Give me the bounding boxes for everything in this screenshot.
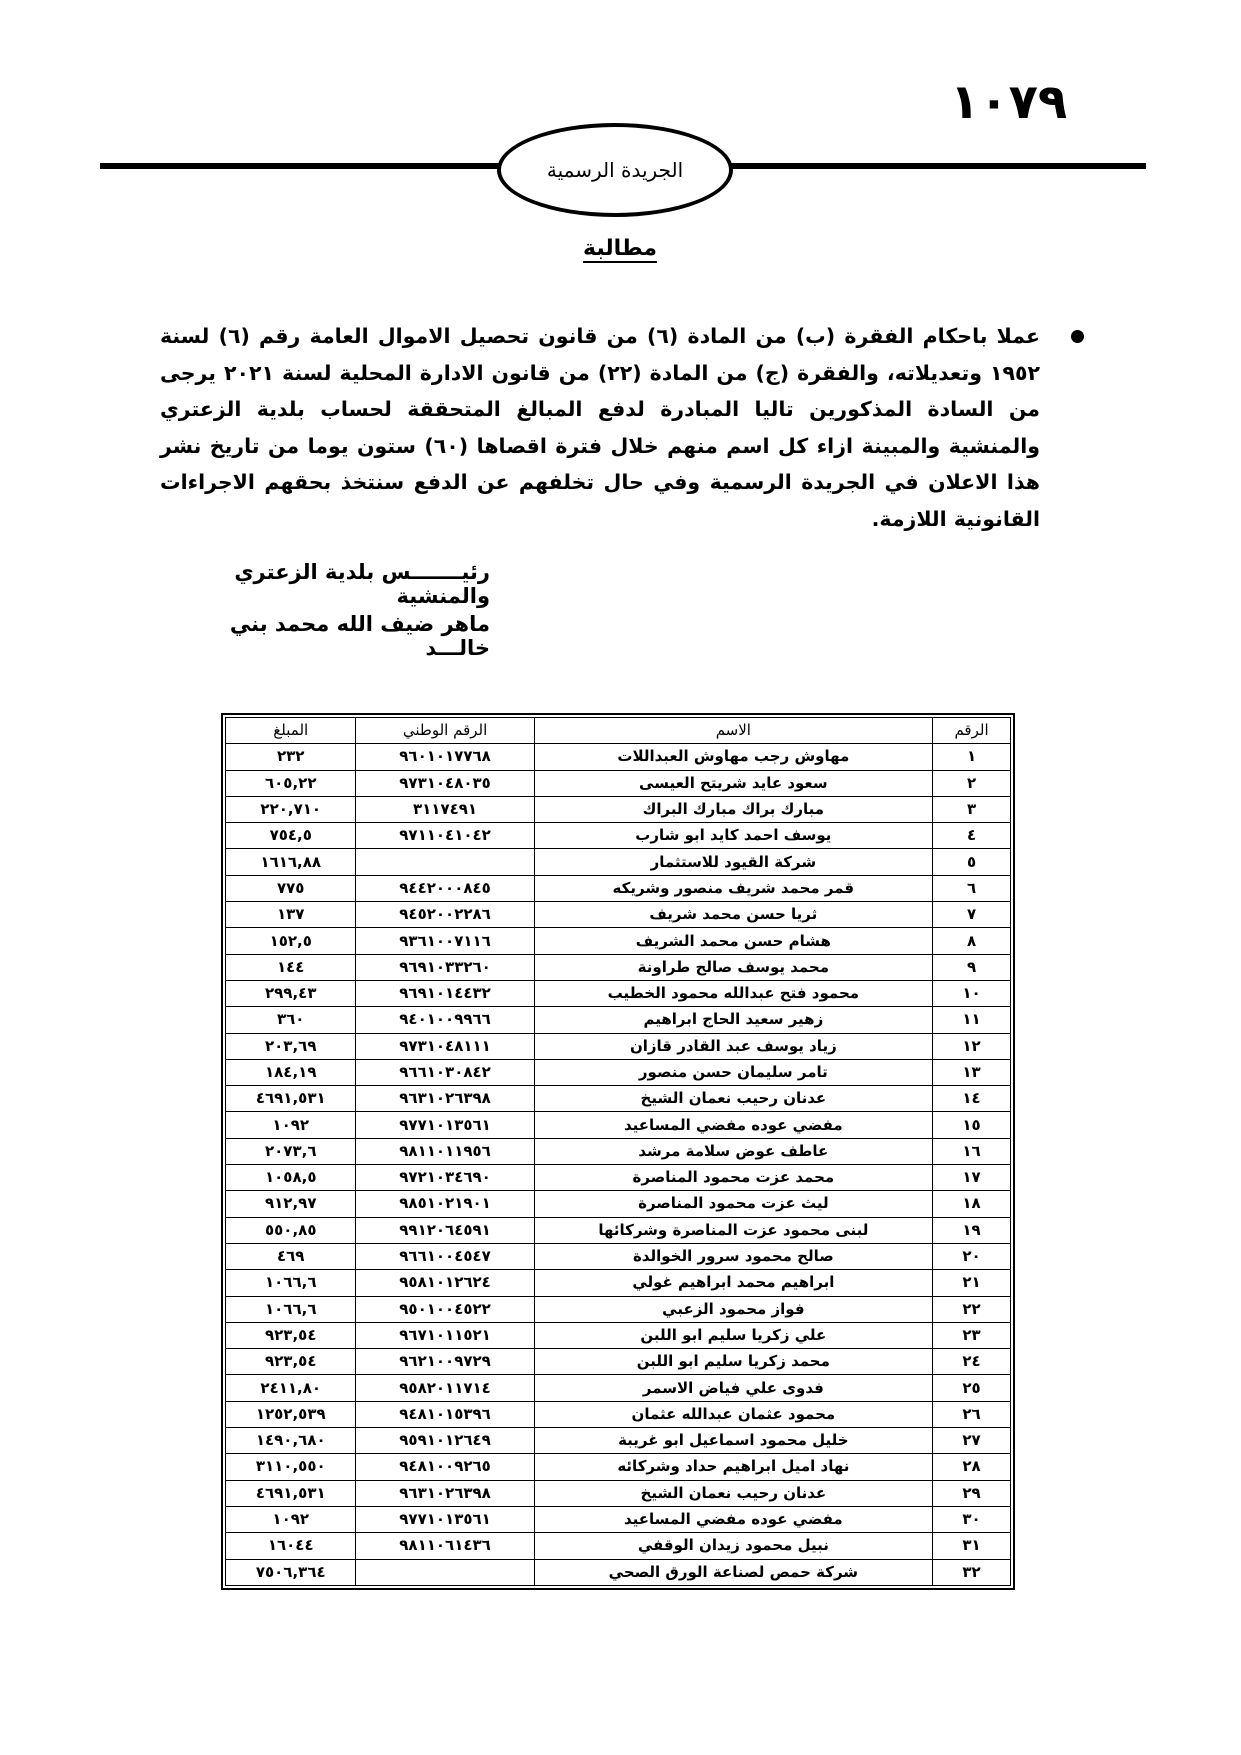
cell-no: ١٧ xyxy=(933,1165,1011,1191)
cell-no: ٢٢ xyxy=(933,1296,1011,1322)
table-row xyxy=(226,1165,1011,1191)
cell-name: عدنان رحيب نعمان الشيخ xyxy=(534,1480,932,1506)
cell-name: محمود عثمان عبدالله عثمان xyxy=(534,1401,932,1427)
table-row xyxy=(226,1559,1011,1585)
gazette-name: الجريدة الرسمية xyxy=(546,158,684,182)
cell-name: زهير سعيد الحاج ابراهيم xyxy=(534,1007,932,1033)
cell-no: ١٥ xyxy=(933,1112,1011,1138)
cell-amount: ١٠٦٦,٦ xyxy=(226,1296,356,1322)
cell-amount: ٧٥٤,٥ xyxy=(226,823,356,849)
cell-national-id: ٩٨١١٠١١٩٥٦ xyxy=(356,1138,534,1164)
cell-amount: ١٢٥٢,٥٣٩ xyxy=(226,1401,356,1427)
cell-name: فدوى علي فياض الاسمر xyxy=(534,1375,932,1401)
cell-national-id: ٩٧٣١٠٤٨١١١ xyxy=(356,1033,534,1059)
cell-no: ١٨ xyxy=(933,1191,1011,1217)
cell-amount: ٩١٢,٩٧ xyxy=(226,1191,356,1217)
cell-national-id: ٩٦٧١٠١١٥٢١ xyxy=(356,1322,534,1348)
table-row xyxy=(226,902,1011,928)
cell-no: ١٢ xyxy=(933,1033,1011,1059)
cell-no: ١٦ xyxy=(933,1138,1011,1164)
page-number: ١٠٧٩ xyxy=(950,74,1068,130)
cell-name: علي زكريا سليم ابو اللبن xyxy=(534,1322,932,1348)
cell-amount: ١٠٩٢ xyxy=(226,1112,356,1138)
cell-amount: ١٠٩٢ xyxy=(226,1506,356,1532)
signature-name: ماهر ضيف الله محمد بني خالـــد xyxy=(229,612,490,660)
table-row xyxy=(226,1506,1011,1532)
table-row xyxy=(226,1375,1011,1401)
cell-no: ١٣ xyxy=(933,1059,1011,1085)
table-row xyxy=(226,770,1011,796)
table-row xyxy=(226,1217,1011,1243)
cell-name: لبنى محمود عزت المناصرة وشركائها xyxy=(534,1217,932,1243)
cell-national-id: ٩٧٧١٠١٣٥٦١ xyxy=(356,1506,534,1532)
cell-name: فواز محمود الزعبي xyxy=(534,1296,932,1322)
cell-name: سعود عايد شريتح العيسى xyxy=(534,770,932,796)
cell-no: ٢٧ xyxy=(933,1428,1011,1454)
cell-national-id: ٣١١٧٤٩١ xyxy=(356,796,534,822)
table-row xyxy=(226,1059,1011,1085)
cell-no: ٣٢ xyxy=(933,1559,1011,1585)
table-row xyxy=(226,744,1011,770)
table-row xyxy=(226,980,1011,1006)
cell-no: ٦ xyxy=(933,875,1011,901)
cell-name: عاطف عوض سلامة مرشد xyxy=(534,1138,932,1164)
notice-paragraph xyxy=(160,318,1040,537)
cell-amount: ١٠٦٦,٦ xyxy=(226,1270,356,1296)
cell-national-id: ٩٧١١٠٤١٠٤٢ xyxy=(356,823,534,849)
table-row xyxy=(226,849,1011,875)
cell-national-id: ٩٧٣١٠٤٨٠٣٥ xyxy=(356,770,534,796)
cell-name: شركة القيود للاستثمار xyxy=(534,849,932,875)
cell-no: ٥ xyxy=(933,849,1011,875)
cell-amount: ١٦١٦,٨٨ xyxy=(226,849,356,875)
cell-amount: ١٤٤ xyxy=(226,954,356,980)
header-no: الرقم xyxy=(933,718,1011,744)
cell-national-id: ٩٥٨١٠١٢٦٢٤ xyxy=(356,1270,534,1296)
cell-no: ١ xyxy=(933,744,1011,770)
cell-national-id: ٩٩١٢٠٦٤٥٩١ xyxy=(356,1217,534,1243)
cell-national-id: ٩٦٩١٠٣٣٢٦٠ xyxy=(356,954,534,980)
cell-national-id: ٩٥٠١٠٠٤٥٢٢ xyxy=(356,1296,534,1322)
table-row xyxy=(226,1033,1011,1059)
gazette-name-oval xyxy=(497,123,733,217)
cell-amount: ٩٢٣,٥٤ xyxy=(226,1322,356,1348)
cell-name: هشام حسن محمد الشريف xyxy=(534,928,932,954)
cell-national-id: ٩٤٨١٠١٥٣٩٦ xyxy=(356,1401,534,1427)
cell-name: محمود فتح عبدالله محمود الخطيب xyxy=(534,980,932,1006)
cell-national-id: ٩٥٩١٠١٢٦٤٩ xyxy=(356,1428,534,1454)
cell-national-id: ٩٦٦١٠٣٠٨٤٢ xyxy=(356,1059,534,1085)
cell-no: ٣ xyxy=(933,796,1011,822)
cell-no: ٨ xyxy=(933,928,1011,954)
cell-name: تامر سليمان حسن منصور xyxy=(534,1059,932,1085)
table-row xyxy=(226,928,1011,954)
cell-amount: ٢٣٢ xyxy=(226,744,356,770)
cell-name: ليث عزت محمود المناصرة xyxy=(534,1191,932,1217)
cell-amount: ٧٧٥ xyxy=(226,875,356,901)
cell-no: ٧ xyxy=(933,902,1011,928)
cell-no: ٢٣ xyxy=(933,1322,1011,1348)
cell-amount: ٤٦٩ xyxy=(226,1243,356,1269)
cell-national-id: ٩٦٦١٠٠٤٥٤٧ xyxy=(356,1243,534,1269)
cell-name: محمد يوسف صالح طراونة xyxy=(534,954,932,980)
cell-no: ٢٨ xyxy=(933,1454,1011,1480)
table-row xyxy=(226,954,1011,980)
cell-name: مفضي عوده مفضي المساعيد xyxy=(534,1506,932,1532)
table-row xyxy=(226,823,1011,849)
table-row xyxy=(226,1401,1011,1427)
cell-national-id xyxy=(356,849,534,875)
cell-amount: ١٠٥٨,٥ xyxy=(226,1165,356,1191)
cell-no: ٢٥ xyxy=(933,1375,1011,1401)
cell-amount: ٥٥٠,٨٥ xyxy=(226,1217,356,1243)
cell-amount: ١٤٩٠,٦٨٠ xyxy=(226,1428,356,1454)
cell-no: ١١ xyxy=(933,1007,1011,1033)
cell-national-id: ٩٣٦١٠٠٧١١٦ xyxy=(356,928,534,954)
cell-no: ٢٩ xyxy=(933,1480,1011,1506)
cell-no: ٣١ xyxy=(933,1533,1011,1559)
table-row xyxy=(226,1428,1011,1454)
cell-national-id xyxy=(356,1559,534,1585)
cell-national-id: ٩٥٨٢٠١١٧١٤ xyxy=(356,1375,534,1401)
cell-amount: ٤٦٩١,٥٣١ xyxy=(226,1480,356,1506)
table-row xyxy=(226,1243,1011,1269)
cell-amount: ١٨٤,١٩ xyxy=(226,1059,356,1085)
table-row xyxy=(226,1086,1011,1112)
bullet-icon xyxy=(1071,330,1084,343)
cell-name: قمر محمد شريف منصور وشريكه xyxy=(534,875,932,901)
table-row xyxy=(226,1454,1011,1480)
cell-amount: ٧٥٠٦,٣٦٤ xyxy=(226,1559,356,1585)
cell-no: ٢ xyxy=(933,770,1011,796)
table-row xyxy=(226,1480,1011,1506)
cell-amount: ٢٩٩,٤٣ xyxy=(226,980,356,1006)
cell-national-id: ٩٨٥١٠٢١٩٠١ xyxy=(356,1191,534,1217)
cell-name: محمد عزت محمود المناصرة xyxy=(534,1165,932,1191)
cell-national-id: ٩٨١١٠٦١٤٣٦ xyxy=(356,1533,534,1559)
cell-national-id: ٩٦٣١٠٢٦٣٩٨ xyxy=(356,1086,534,1112)
cell-name: صالح محمود سرور الخوالدة xyxy=(534,1243,932,1269)
cell-national-id: ٩٧٢١٠٣٤٦٩٠ xyxy=(356,1165,534,1191)
header-name: الاسم xyxy=(534,718,932,744)
table-header-row xyxy=(226,718,1011,744)
cell-no: ١٤ xyxy=(933,1086,1011,1112)
cell-no: ١٠ xyxy=(933,980,1011,1006)
cell-amount: ٢٠٣,٦٩ xyxy=(226,1033,356,1059)
table-row xyxy=(226,796,1011,822)
header-national-id: الرقم الوطني xyxy=(356,718,534,744)
table-row xyxy=(226,1533,1011,1559)
table-row xyxy=(226,1322,1011,1348)
document-title: مطالبة xyxy=(583,236,657,261)
cell-name: يوسف احمد كايد ابو شارب xyxy=(534,823,932,849)
cell-amount: ٢٤١١,٨٠ xyxy=(226,1375,356,1401)
cell-national-id: ٩٧٧١٠١٣٥٦١ xyxy=(356,1112,534,1138)
cell-national-id: ٩٦٩١٠١٤٤٣٢ xyxy=(356,980,534,1006)
table-row xyxy=(226,1296,1011,1322)
cell-name: نبيل محمود زيدان الوقفي xyxy=(534,1533,932,1559)
cell-no: ٢١ xyxy=(933,1270,1011,1296)
cell-national-id: ٩٤٨١٠٠٩٢٦٥ xyxy=(356,1454,534,1480)
cell-name: نهاد اميل ابراهيم حداد وشركائه xyxy=(534,1454,932,1480)
table-row xyxy=(226,1138,1011,1164)
cell-name: خليل محمود اسماعيل ابو غريبة xyxy=(534,1428,932,1454)
cell-name: محمد زكريا سليم ابو اللبن xyxy=(534,1349,932,1375)
table-row xyxy=(226,1270,1011,1296)
table-row xyxy=(226,1112,1011,1138)
notice-text: عملا باحكام الفقرة (ب) من المادة (٦) من قانون تحصيل الاموال العامة رقم (٦) لسنة ١٩٥٢ وتعديلاته، والفقرة (ج) من المادة (٢٢) من قانون الادارة المحلية لسنة ٢٠٢١ يرجى من السادة المذكورين تاليا المبادرة لدفع المبالغ المتحققة لحساب بلدية الزعتري والمنشية والمبينة ازاء كل اسم منهم خلال فترة اقصاها (٦٠) ستون يوما من تاريخ نشر هذا الاعلان في الجريدة الرسمية وفي حال تخلفهم عن الدفع سنتخذ بحقهم الاجراءات القانونية اللازمة. xyxy=(160,324,1040,531)
cell-national-id: ٩٤٥٢٠٠٢٢٨٦ xyxy=(356,902,534,928)
cell-amount: ١٣٧ xyxy=(226,902,356,928)
cell-no: ١٩ xyxy=(933,1217,1011,1243)
table-row xyxy=(226,1191,1011,1217)
claims-table-body xyxy=(226,744,1011,1586)
cell-national-id: ٩٦٢١٠٠٩٧٢٩ xyxy=(356,1349,534,1375)
cell-amount: ٩٢٣,٥٤ xyxy=(226,1349,356,1375)
cell-name: شركة حمص لصناعة الورق الصحي xyxy=(534,1559,932,1585)
cell-national-id: ٩٤٤٢٠٠٠٨٤٥ xyxy=(356,875,534,901)
cell-amount: ٢٠٧٣,٦ xyxy=(226,1138,356,1164)
cell-no: ٣٠ xyxy=(933,1506,1011,1532)
cell-name: مفضي عوده مفضي المساعيد xyxy=(534,1112,932,1138)
cell-amount: ٦٠٥,٢٢ xyxy=(226,770,356,796)
table-row xyxy=(226,1007,1011,1033)
cell-amount: ١٦٠٤٤ xyxy=(226,1533,356,1559)
cell-national-id: ٩٤٠١٠٠٩٩٦٦ xyxy=(356,1007,534,1033)
cell-name: مهاوش رجب مهاوش العبداللات xyxy=(534,744,932,770)
cell-no: ٤ xyxy=(933,823,1011,849)
cell-amount: ٤٦٩١,٥٣١ xyxy=(226,1086,356,1112)
cell-name: عدنان رحيب نعمان الشيخ xyxy=(534,1086,932,1112)
signature-title: رئيـــــــس بلدية الزعتري والمنشية xyxy=(234,560,490,608)
cell-national-id: ٩٦٠١٠١٧٧٦٨ xyxy=(356,744,534,770)
table-row xyxy=(226,1349,1011,1375)
cell-name: ثريا حسن محمد شريف xyxy=(534,902,932,928)
cell-no: ٢٠ xyxy=(933,1243,1011,1269)
cell-amount: ٣١١٠,٥٥٠ xyxy=(226,1454,356,1480)
cell-name: ابراهيم محمد ابراهيم غولي xyxy=(534,1270,932,1296)
cell-name: مبارك براك مبارك البراك xyxy=(534,796,932,822)
cell-amount: ٢٢٠,٧١٠ xyxy=(226,796,356,822)
cell-no: ٢٤ xyxy=(933,1349,1011,1375)
claims-table xyxy=(225,717,1011,1586)
cell-no: ٢٦ xyxy=(933,1401,1011,1427)
header-amount: المبلغ xyxy=(226,718,356,744)
table-row xyxy=(226,875,1011,901)
cell-amount: ٣٦٠ xyxy=(226,1007,356,1033)
cell-name: زياد يوسف عبد القادر قازان xyxy=(534,1033,932,1059)
cell-no: ٩ xyxy=(933,954,1011,980)
cell-national-id: ٩٦٣١٠٢٦٣٩٨ xyxy=(356,1480,534,1506)
cell-amount: ١٥٢,٥ xyxy=(226,928,356,954)
